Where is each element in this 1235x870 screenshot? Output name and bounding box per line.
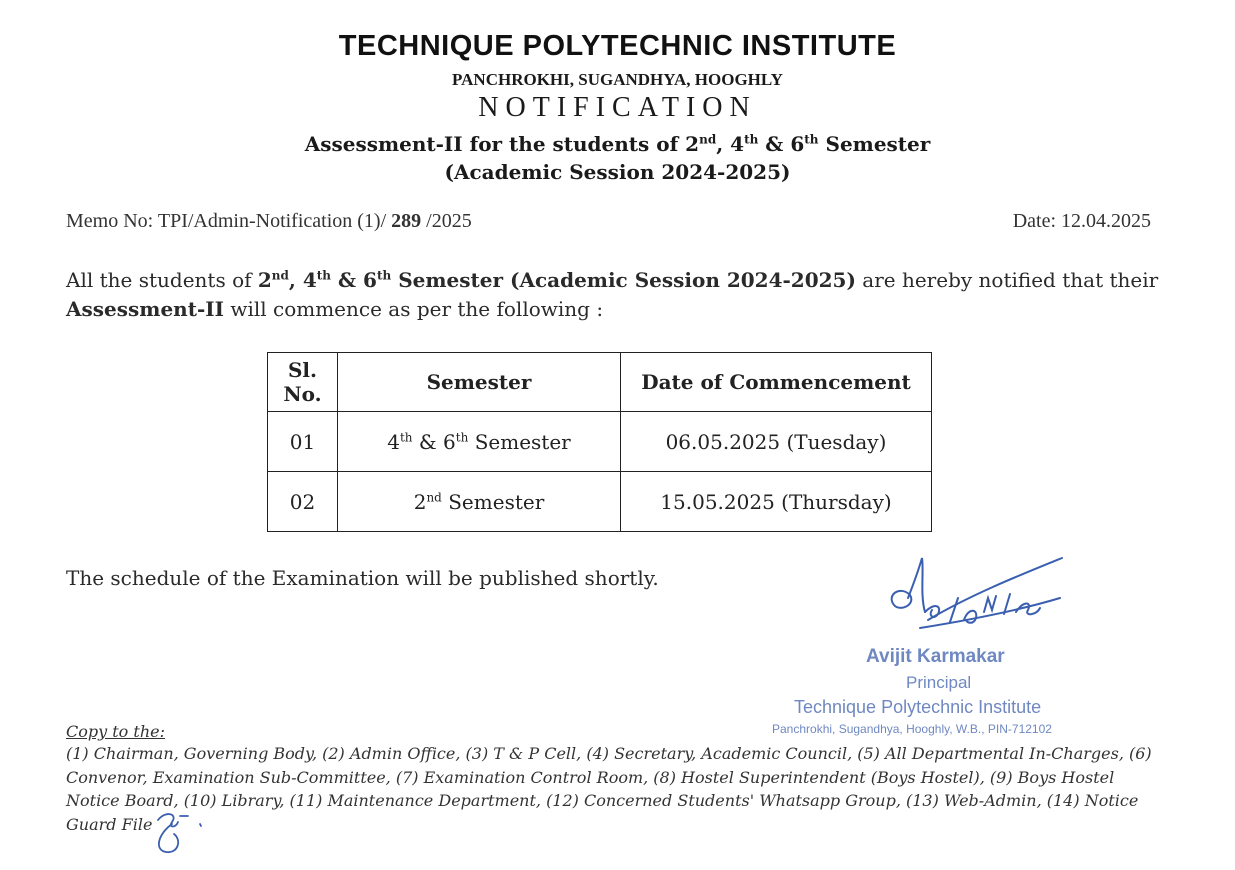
header-sl-no: Sl. No. <box>268 353 338 412</box>
copy-to-list: (1) Chairman, Governing Body, (2) Admin Office, (3) T & P Cell, (4) Secretary, Academic Council, (5) All Departmental In-Charges, (6) Convenor, Examination Sub-Committee, (7) Examination Control Room, (8) Hostel Superintendent (Boys Hostel), (9) Boys Hostel Notice Board, (10) Library, (11) Maintenance Department, (12) Concerned Students' Whatsapp Group, (13) Web-Admin, (14) Notice Guard File <box>66 744 1152 834</box>
initials-mark <box>148 806 208 858</box>
notice-subject: Assessment-II for the students of 2nd, 4th & 6th Semester <box>304 132 931 156</box>
table-header-row <box>268 353 932 412</box>
copy-to-heading: Copy to the: <box>66 722 165 741</box>
row-date: 15.05.2025 (Thursday) <box>621 472 932 532</box>
signatory-institute: Technique Polytechnic Institute <box>794 697 1042 717</box>
header-date: Date of Commencement <box>621 353 932 412</box>
row-semester: 4th & 6th Semester <box>338 412 621 472</box>
row-date: 06.05.2025 (Tuesday) <box>621 412 932 472</box>
header-semester: Semester <box>338 353 621 412</box>
signatory-role: Principal <box>906 673 972 692</box>
memo-date: Date: 12.04.2025 <box>1012 210 1151 232</box>
row-semester: 2nd Semester <box>338 472 621 532</box>
table-row <box>268 412 932 472</box>
signatory-address: Panchrokhi, Sugandhya, Hooghly, W.B., PIN-712102 <box>772 722 1052 736</box>
institute-address: PANCHROKHI, SUGANDHYA, HOOGHLY <box>452 70 783 89</box>
notice-body: All the students of 2nd, 4th & 6th Semester (Academic Session 2024-2025) are hereby notified that their Assessment-II will commence as per the following : <box>66 268 1159 321</box>
assessment-schedule-table <box>267 352 932 532</box>
principal-signature <box>880 550 1080 645</box>
signatory-name: Avijit Karmakar <box>866 646 1005 667</box>
institute-name: TECHNIQUE POLYTECHNIC INSTITUTE <box>338 30 897 62</box>
schedule-note: The schedule of the Examination will be published shortly. <box>66 566 659 590</box>
table-row <box>268 472 932 532</box>
notification-heading: NOTIFICATION <box>478 92 757 123</box>
academic-session: (Academic Session 2024-2025) <box>444 160 791 184</box>
memo-number: Memo No: TPI/Admin-Notification (1)/ 289 /2025 <box>66 210 472 232</box>
row-sl: 01 <box>268 412 338 472</box>
row-sl: 02 <box>268 472 338 532</box>
